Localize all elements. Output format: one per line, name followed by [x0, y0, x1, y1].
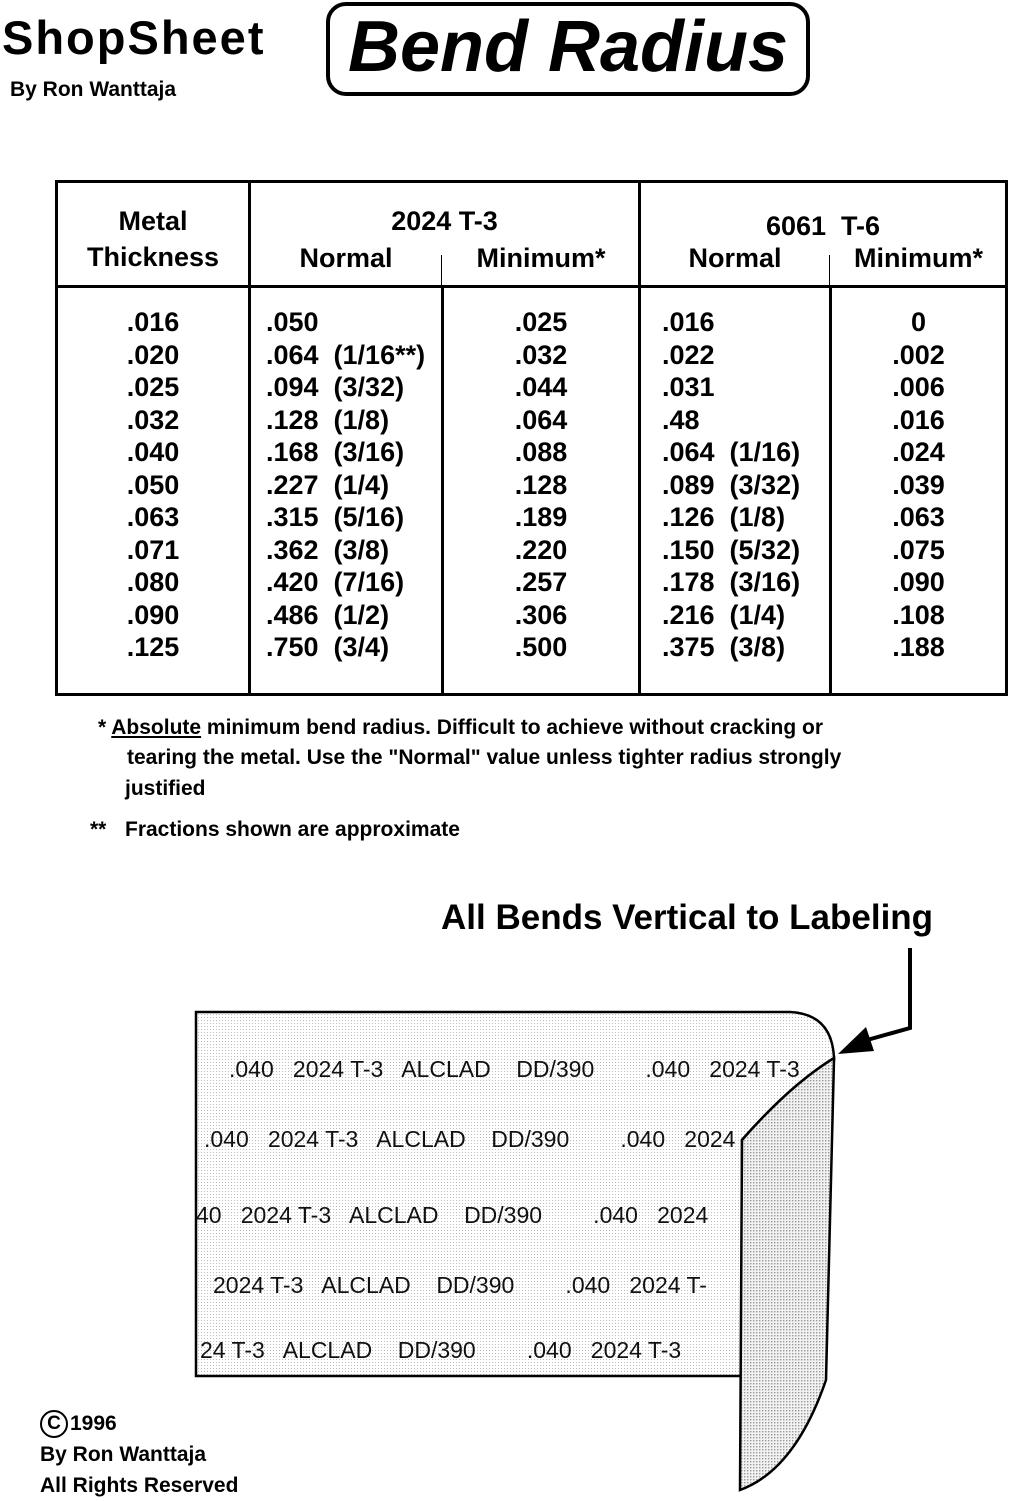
cell-b-min: .090 [892, 567, 945, 597]
cell-thickness: .032 [126, 404, 180, 435]
cell-a-normal: .362 (3/8) [266, 534, 390, 565]
cell-b-min: .075 [892, 534, 945, 565]
group-6061-name: 6061 T-6 [765, 211, 881, 241]
arrow-line [860, 948, 910, 1042]
cell-a-min: .088 [514, 437, 568, 467]
note2-marker: ** [90, 818, 107, 841]
cell-a-min: .025 [514, 307, 568, 337]
sheet-label-row: 24 T-3 ALCLAD DD/390 .040 2024 T-3 [200, 1337, 682, 1363]
cell-thickness: .090 [126, 599, 180, 630]
cell-a-normal: .315 (5/16) [266, 502, 405, 532]
cell-thickness: .020 [126, 339, 180, 370]
brand-title: ShopSheet [2, 11, 266, 64]
note1-marker: * [98, 716, 107, 739]
cell-b-normal: .089 (3/32) [662, 469, 801, 500]
cell-a-normal: .050 [266, 307, 319, 337]
cell-a-min: .220 [514, 534, 568, 565]
cell-a-min: .064 [514, 404, 568, 435]
cell-thickness: .040 [126, 437, 180, 467]
cell-b-min: .063 [892, 502, 945, 532]
cell-b-min: .039 [892, 469, 945, 500]
cell-a-min: .257 [514, 567, 568, 597]
cell-a-normal: .750 (3/4) [266, 632, 390, 662]
cell-a-min: .032 [514, 339, 568, 370]
note1-line2: tearing the metal. Use the "Normal" value unless tighter radius strongly [127, 746, 842, 769]
cell-a-normal: .168 (3/16) [266, 437, 405, 467]
group-6061-minimum-label: Minimum* [853, 243, 983, 273]
note1-emphasis: Absolute [111, 716, 202, 739]
cell-a-min: .044 [514, 372, 568, 402]
page-title: Bend Radius [347, 7, 789, 87]
cell-a-normal: .094 (3/32) [266, 372, 405, 402]
group-2024-minimum-label: Minimum* [476, 243, 606, 273]
cell-b-normal: .064 (1/16) [662, 437, 801, 467]
copyright-icon: C [40, 1410, 68, 1438]
copyright-year: 1996 [70, 1412, 117, 1435]
cell-b-min: .006 [892, 372, 945, 402]
cell-a-normal: .486 (1/2) [266, 599, 390, 630]
sheet-label-area [196, 1012, 836, 1376]
cell-b-normal: .48 [662, 404, 700, 435]
cell-b-normal: .216 (1/4) [662, 599, 786, 630]
cell-b-min: 0 [910, 307, 927, 337]
cell-b-min: .016 [892, 404, 945, 435]
cell-b-min: .024 [892, 437, 945, 467]
cell-b-normal: .016 [662, 307, 715, 337]
cell-b-normal: .031 [662, 372, 715, 402]
bend-direction-label: All Bends Vertical to Labeling [441, 898, 934, 937]
cell-thickness: .080 [126, 567, 180, 597]
cell-b-normal: .022 [662, 339, 715, 370]
cell-b-min: .188 [892, 632, 945, 662]
cell-a-min: .306 [514, 599, 568, 630]
note1-line3: justified [125, 777, 206, 800]
cell-a-min: .128 [514, 469, 568, 500]
cell-a-normal: .064 (1/16**) [266, 339, 426, 370]
cell-a-min: .500 [514, 632, 568, 662]
cell-thickness: .050 [126, 469, 180, 500]
cell-b-min: .108 [892, 599, 945, 630]
author-byline: By Ron Wanttaja [10, 78, 177, 101]
cell-a-normal: .128 (1/8) [266, 404, 390, 435]
group-2024-normal-label: Normal [299, 243, 393, 273]
cell-thickness: .016 [126, 307, 180, 337]
cell-a-min: .189 [514, 502, 568, 532]
cell-a-normal: .420 (7/16) [266, 567, 405, 597]
copyright-author: By Ron Wanttaja [40, 1443, 207, 1466]
thickness-header-line2: Thickness [86, 242, 220, 273]
cell-thickness: .025 [126, 372, 180, 402]
note-fractions: Fractions shown are approximate [125, 818, 460, 841]
sheet-label-row: .040 2024 T-3 ALCLAD DD/390 .040 2024 T-3 [229, 1056, 800, 1082]
cell-thickness: .071 [126, 534, 180, 565]
cell-a-normal: .227 (1/4) [266, 469, 390, 500]
cell-thickness: .063 [126, 502, 180, 532]
cell-b-min: .002 [892, 339, 945, 370]
sheet-label-row: 2024 T-3 ALCLAD DD/390 .040 2024 T- [213, 1272, 707, 1298]
thickness-header-line1: Metal [118, 206, 188, 236]
note1-line1: minimum bend radius. Difficult to achieve without cracking or [201, 716, 824, 739]
cell-thickness: .125 [126, 632, 180, 662]
cell-b-normal: .375 (3/8) [662, 632, 786, 662]
cell-b-normal: .178 (3/16) [662, 567, 801, 597]
copyright-rights: All Rights Reserved [40, 1474, 239, 1497]
cell-b-normal: .150 (5/32) [662, 534, 801, 565]
group-2024-name: 2024 T-3 [391, 206, 498, 236]
copyright-block [40, 1408, 238, 1501]
cell-b-normal: .126 (1/8) [662, 502, 786, 532]
group-6061-normal-label: Normal [688, 243, 782, 273]
arrow-head [838, 1027, 874, 1054]
copyright-line [40, 1408, 238, 1439]
sheet-label-row: 40 2024 T-3 ALCLAD DD/390 .040 2024 [196, 1202, 709, 1228]
sheet-label-row: .040 2024 T-3 ALCLAD DD/390 .040 2024 [204, 1126, 736, 1152]
